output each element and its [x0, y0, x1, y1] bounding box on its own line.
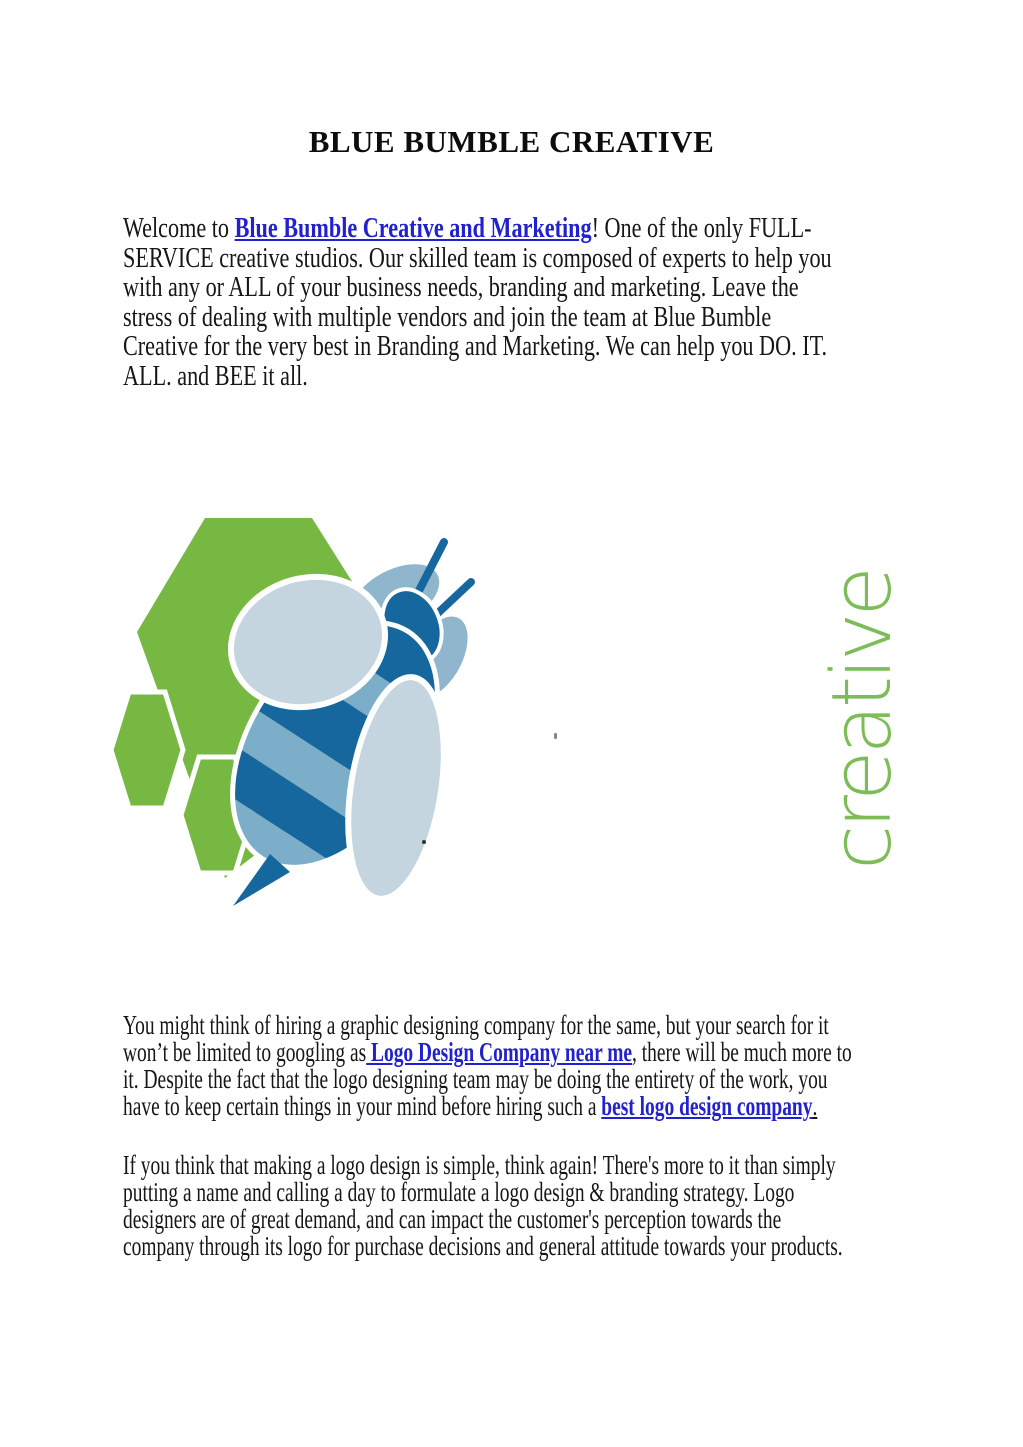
paragraph-search [123, 1012, 852, 1120]
text-run: ! One of the only FULL- [591, 212, 812, 244]
text-run: have to keep certain things in your mind before hiring such a [123, 1091, 602, 1121]
text-run: You might think of hiring a graphic designing company for the same, but your search for it [123, 1010, 829, 1040]
page-title: BLUE BUMBLE CREATIVE [308, 124, 715, 159]
wing-speck-icon [422, 840, 426, 844]
hexagon-small-left-icon [111, 692, 183, 808]
text-line [123, 241, 832, 274]
text-run: with any or ALL of your business needs, branding and marketing. Leave the [123, 271, 799, 303]
bee-logo-image [100, 500, 530, 920]
hyperlink-text[interactable]: best logo design company [601, 1091, 813, 1121]
text-line [123, 300, 832, 333]
text-run: Welcome to [123, 212, 235, 244]
text-line [123, 1039, 852, 1066]
hyperlink-text[interactable]: Blue Bumble Creative and Marketing [234, 212, 592, 244]
text-run: stress of dealing with multiple vendors and join the team at Blue Bumble [123, 300, 772, 333]
text-run: If you think that making a logo design is simple, think again! There's more to it than simply [123, 1150, 836, 1180]
paragraph-logo-design [123, 1152, 843, 1260]
text-run: putting a name and calling a day to formulate a logo design & branding strategy. Logo [123, 1177, 795, 1207]
text-line [123, 1012, 852, 1039]
underlined-text: . [812, 1091, 818, 1121]
text-run: ALL. and BEE it all. [123, 359, 308, 392]
text-line [123, 214, 832, 244]
text-run: it. Despite the fact that the logo designing team may be doing the entirety of the work, you [123, 1064, 828, 1094]
text-line [123, 1152, 843, 1179]
text-line [123, 1093, 852, 1120]
text-line [123, 273, 832, 303]
text-line [123, 1233, 843, 1260]
page-speck [554, 733, 557, 739]
text-run: SERVICE creative studios. Our skilled team is composed of experts to help you [123, 241, 832, 274]
text-run: won’t be limited to googling as [123, 1037, 367, 1067]
creative-vertical-label: creative [815, 570, 910, 870]
text-line [123, 332, 832, 362]
text-line [123, 1206, 843, 1233]
text-line [123, 1179, 843, 1206]
text-run: company through its logo for purchase decisions and general attitude towards your products. [123, 1231, 843, 1261]
paragraph-intro [123, 214, 832, 391]
text-run: Creative for the very best in Branding and Marketing. We can help you DO. IT. [123, 330, 828, 362]
text-line [123, 1066, 852, 1093]
text-run: , there will be much more to [632, 1037, 852, 1067]
hyperlink-text[interactable]: Logo Design Company near me [366, 1037, 633, 1067]
text-run: designers are of great demand, and can impact the customer's perception towards the [123, 1204, 782, 1234]
text-line [123, 359, 832, 392]
